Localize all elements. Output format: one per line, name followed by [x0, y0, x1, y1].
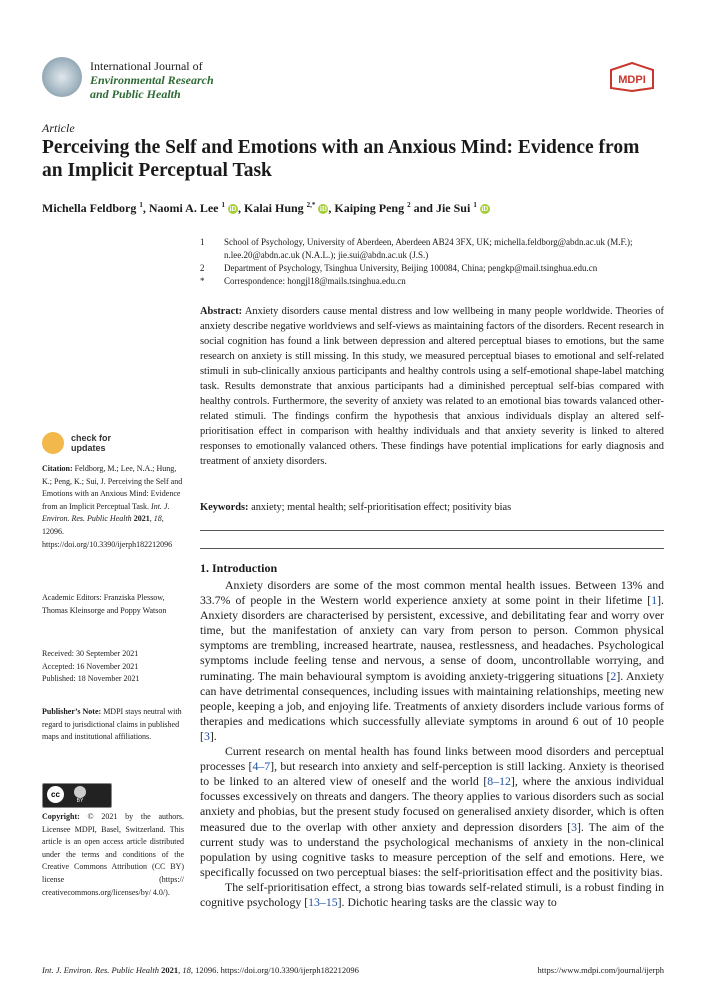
abstract	[200, 304, 664, 469]
journal-name-line2: Environmental Research	[90, 73, 214, 87]
affiliation-text: School of Psychology, University of Aberdeen, Aberdeen AB24 3FX, UK; michella.feldborg@abdn.ac.uk (M.F.); n.lee.20@abdn.ac.uk (N.A.L.); jie.sui@abdn.ac.uk (J.S.)	[224, 237, 633, 260]
copyright-block	[42, 811, 184, 899]
author-name: Michella Feldborg	[42, 201, 137, 215]
author-name: Jie Sui	[435, 201, 471, 215]
keywords-label: Keywords:	[200, 502, 249, 513]
affiliation-text: Department of Psychology, Tsinghua University, Beijing 100084, China; pengkp@mail.tsinghua.edu.cn	[224, 263, 598, 273]
author-affiliation-mark: 2,*	[306, 201, 316, 209]
reference-link[interactable]: 2	[610, 668, 617, 683]
affiliation-row	[200, 236, 670, 262]
reference-link[interactable]: 4–7	[252, 759, 271, 774]
footer-year: 2021	[161, 965, 179, 975]
cc-by-label: BY	[76, 798, 84, 804]
abstract-text: Anxiety disorders cause mental distress and low wellbeing in many people worldwide. Theories of anxiety describe negative worldviews and self-views as maintaining factors of the disorders. Recent research in social cognition has found a link between depression and altered perceptual biases to emotions, but the same research on anxiety is still missing. In this study, we measured perceptual biases to emotional and self-related stimuli in sub-clinically anxious participants and healthy controls using a self-emotional shape-label matching task. Results demonstrate that anxious participants had a diminished perceptual self-bias compared with healthy controls. Furthermore, the severity of anxiety was related to an emotional bias towards valanced other-related stimuli. The findings confirm the hypothesis that anxious individuals display an altered self-prioritisation effect in comparison with healthy individuals and that anxiety severity is linked to altered responses to emotionally valanced others. These findings have potential implications for early diagnosis and treatment of anxiety disorders.	[200, 306, 664, 467]
author-affiliation-mark: 1	[139, 201, 143, 209]
academic-editors: Academic Editors: Franziska Plessow, Thomas Kleinsorge and Poppy Watson	[42, 593, 167, 615]
citation-label: Citation:	[42, 464, 73, 473]
section-heading: 1. Introduction	[200, 561, 278, 575]
footer-journal-url[interactable]: https://www.mdpi.com/journal/ijerph	[537, 965, 664, 975]
reference-link[interactable]: 3	[203, 728, 210, 743]
publisher-note-text: MDPI stays neutral with regard to jurisdictional claims in published maps and institutional affiliations.	[42, 707, 182, 742]
author-name: Kaiping Peng	[334, 201, 405, 215]
journal-logo-icon	[42, 57, 82, 97]
accepted-date: Accepted: 16 November 2021	[42, 661, 139, 671]
citation-year: 2021	[133, 514, 150, 524]
page-title: Perceiving the Self and Emotions with an Anxious Mind: Evidence from an Implicit Perceptual Task	[42, 137, 640, 181]
author-affiliation-mark: 1	[473, 201, 477, 209]
orcid-icon[interactable]: iD	[229, 205, 237, 213]
citation-block: Citation: Feldborg, M.; Lee, N.A.; Hung, K.; Peng, K.; Sui, J. Perceiving the Self and Emotions with an Anxious Mind: Evidence from an Implicit Perceptual Task. Int. J. Environ. Res. Public Health 2021, 18, 12096. https://doi.org/10.3390/ijerph182212096	[42, 464, 183, 549]
citation-doi[interactable]: , 12096. https://doi.org/10.3390/ijerph182212096	[42, 514, 173, 549]
correspondence-text: Correspondence: hongjl18@mails.tsinghua.edu.cn	[224, 276, 406, 286]
footer-citation: Int. J. Environ. Res. Public Health 2021, 18, 12096. https://doi.org/10.3390/ijerph182212096	[42, 965, 359, 975]
person-icon	[74, 786, 86, 798]
check-for-updates-button[interactable]	[42, 432, 111, 454]
reference-link[interactable]: 13–15	[308, 894, 338, 909]
abstract-label: Abstract:	[200, 306, 243, 317]
divider	[200, 530, 664, 531]
affiliation-row	[200, 262, 670, 275]
mdpi-logo-text: MDPI	[618, 74, 646, 86]
divider	[200, 548, 664, 549]
keywords-text: anxiety; mental health; self-prioritisation effect; positivity bias	[251, 502, 512, 513]
journal-name-line3: and Public Health	[90, 87, 181, 101]
received-date: Received: 30 September 2021	[42, 649, 139, 658]
copyright-label: Copyright:	[42, 812, 80, 821]
citation-journal: Int. J. Environ. Res. Public Health	[42, 501, 170, 524]
affiliations	[200, 236, 670, 288]
affiliation-mark: *	[200, 276, 205, 286]
cc-license-badge[interactable]	[42, 783, 112, 808]
check-updates-icon	[42, 432, 64, 454]
check-updates-line2: updates	[71, 443, 106, 453]
author-and-word: and	[413, 201, 433, 215]
author-list: Michella Feldborg $^1$, Naomi A. Lee $^1$ iD , Kalai Hung $^{2,*}$ iD , Kaiping Peng $^2$ and Jie Sui $^1$ iD	[42, 201, 489, 215]
citation-volume: 18	[153, 514, 162, 524]
article-type: Article	[42, 121, 75, 135]
publisher-note	[42, 706, 184, 744]
paragraph: Anxiety disorders are some of the most common mental health issues. Between 13% and 33.7% of people in the Western world experience anxiety at some point in their lifetime [1]. Anxiety disorders are characterised by persistent, excessive, and debilitating fear and worry over time, but the manifestation of anxiety can vary from person to person. Common physical symptoms are trembling, increased heartrate, nausea, restlessness, and headaches. Psychological symptoms include feeling tense and nervous, a sense of doom, uncontrollable worrying, and ruminating. The main behavioural symptom is avoiding anxiety-triggering situations [2]. Anxiety can have detrimental consequences, including issues with maintaining relationships, meeting new people, keeping a job, and enjoying life. Treatments of anxiety disorders include various forms of therapies and medications which successfully alleviate symptoms in around 6 out of 10 people [3].	[200, 578, 664, 743]
copyright-text: © 2021 by the authors. Licensee MDPI, Basel, Switzerland. This article is an open access article distributed under the terms and conditions of the Creative Commons Attribution (CC BY) license (https:// creativecommons.org/licenses/by/ 4.0/).	[42, 812, 184, 897]
author-affiliation-mark: 2	[407, 201, 411, 209]
footer-volume: 18	[182, 965, 191, 975]
footer-doi[interactable]: , 12096. https://doi.org/10.3390/ijerph182212096	[190, 965, 359, 975]
citation-text: Feldborg, M.; Lee, N.A.; Hung, K.; Peng, K.; Sui, J. Perceiving the Self and Emotions with an Anxious Mind: Evidence from an Implicit Perceptual Task.	[42, 464, 183, 511]
orcid-icon[interactable]: iD	[319, 205, 327, 213]
affiliation-mark: 1	[200, 237, 205, 247]
author-name: Naomi A. Lee	[148, 201, 219, 215]
paragraph: Current research on mental health has found links between mood disorders and perceptual processes [4–7], but research into anxiety and self-perception is still lacking. Anxiety is theorised to be linked to an altered view of oneself and the world [8–12], where the anxious individual focusses excessively on threats and dangers. The theory applies to various disorders such as social anxiety and phobias, but the present study focused on generalised anxiety disorder, which is often measured due to the overlap with other anxiety and depression disorders [3]. The aim of the current study was to understand the psychological mechanisms of anxiety in the non-clinical population by using cognitive tasks to measure perception of the self and emotions. Here, we specifically focussed on two perceptual biases: the self-prioritisation effect and the positivity bias.	[200, 744, 664, 879]
cc-icon: cc	[47, 786, 64, 803]
dates-block	[42, 648, 184, 686]
author-affiliation-mark: 1	[221, 201, 225, 209]
author-name: Kalai Hung	[243, 201, 304, 215]
reference-link[interactable]: 8–12	[487, 774, 511, 789]
affiliation-mark: 2	[200, 263, 205, 273]
journal-name-line1: International Journal of	[90, 59, 203, 73]
mdpi-logo-icon	[609, 62, 655, 92]
reference-link[interactable]: 1	[651, 593, 658, 608]
keywords	[200, 502, 664, 513]
paragraph: The self-prioritisation effect, a strong bias towards self-related stimuli, is a robust finding in cognitive psychology [13–15]. Dichotic hearing tasks are the classic way to	[200, 879, 664, 909]
footer-journal: Int. J. Environ. Res. Public Health	[42, 965, 160, 975]
publisher-note-label: Publisher’s Note:	[42, 707, 102, 716]
published-date: Published: 18 November 2021	[42, 674, 140, 684]
body-text	[200, 578, 664, 910]
check-updates-line1: check for	[71, 433, 112, 443]
affiliation-row	[200, 275, 670, 288]
reference-link[interactable]: 3	[571, 819, 577, 834]
journal-name	[90, 59, 214, 101]
orcid-icon[interactable]: iD	[481, 205, 489, 213]
